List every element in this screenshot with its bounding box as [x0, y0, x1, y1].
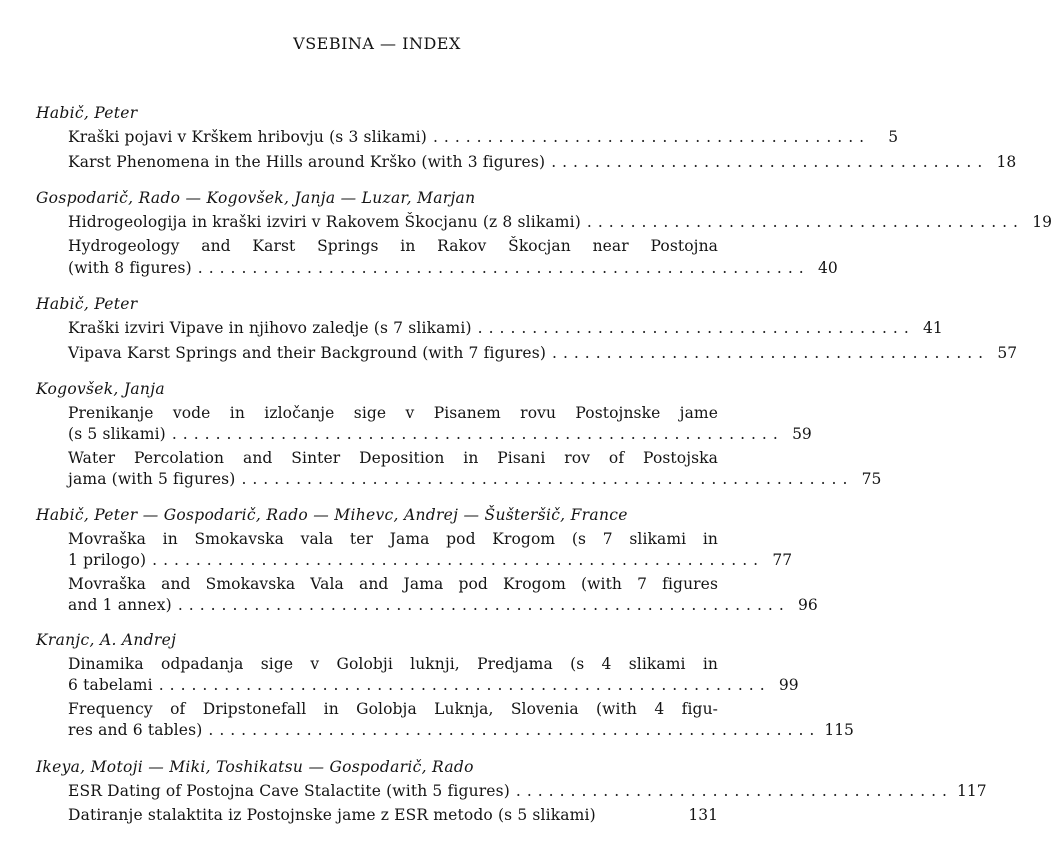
page-title: VSEBINA — INDEX: [293, 34, 461, 53]
toc-entry: [68, 344, 1018, 362]
author-line: Habič, Peter — Gospodarič, Rado — Mihevc, Andrej — Šušteršič, France: [36, 506, 628, 524]
entry-title: 6 tabelami: [68, 676, 153, 694]
page-number: 19: [1032, 213, 1052, 231]
entry-title: Karst Phenomena in the Hills around Krško (with 3 figures): [68, 153, 546, 171]
page-number: 59: [792, 425, 812, 443]
toc-entry: [68, 319, 943, 337]
entry-title: (s 5 slikami): [68, 425, 166, 443]
leader-dots: ........................................................: [171, 425, 784, 443]
entry-title: Vipava Karst Springs and their Background (with 7 figures): [68, 344, 547, 362]
leader-dots: ........................................: [552, 344, 990, 362]
toc-entry: [68, 596, 818, 614]
toc-entry: [68, 153, 1017, 171]
entry-title-line: Movraška in Smokavska vala ter Jama pod Krogom (s 7 slikami in: [68, 530, 718, 548]
leader-dots: ........................................................: [158, 676, 771, 694]
entry-title: ESR Dating of Postojna Cave Stalactite (with 5 figures): [68, 782, 510, 800]
toc-entry: [68, 676, 799, 694]
page-number: 57: [997, 344, 1018, 362]
entry-title-line: Frequency of Dripstonefall in Golobja Luknja, Slovenia (with 4 figu-: [68, 700, 718, 718]
leader-dots: ........................................................: [208, 721, 821, 739]
author-line: Kranjc, A. Andrej: [36, 631, 177, 649]
entry-title: and 1 annex): [68, 596, 172, 614]
page-number: 5: [888, 128, 899, 146]
leader-dots: ........................................................: [152, 551, 765, 569]
entry-title: Datiranje stalaktita iz Postojnske jame z ESR metodo (s 5 slikami): [68, 806, 596, 824]
entry-title: Hidrogeologija in kraški izviri v Rakovem Škocjanu (z 8 slikami): [68, 213, 581, 231]
page-number: 96: [798, 596, 818, 614]
leader-dots: ........................................: [432, 128, 871, 146]
author-line: Kogovšek, Janja: [36, 380, 165, 398]
leader-dots: ........................................: [551, 153, 989, 171]
leader-dots: ........................................................: [197, 259, 810, 277]
toc-entry: [68, 551, 793, 569]
page-number: 117: [956, 782, 987, 800]
toc-entry: [68, 128, 899, 146]
page-number: 41: [923, 319, 943, 337]
entry-title: (with 8 figures): [68, 259, 192, 277]
author-line: Ikeya, Motoji — Miki, Toshikatsu — Gospodarič, Rado: [36, 758, 474, 776]
leader-dots: ........................................................: [177, 596, 790, 614]
leader-dots: ........................................: [586, 213, 1024, 231]
page-number: 131: [688, 806, 718, 824]
toc-entry: [68, 425, 812, 443]
leader-dots: ........................................: [515, 782, 953, 800]
page-number: 40: [817, 259, 838, 277]
entry-title-line: Movraška and Smokavska Vala and Jama pod Krogom (with 7 figures: [68, 575, 718, 593]
toc-entry: [68, 470, 882, 488]
page-number: 99: [778, 676, 799, 694]
author-line: Habič, Peter: [36, 104, 138, 122]
toc-entry: [68, 782, 987, 800]
page-number: 75: [861, 470, 882, 488]
entry-title-line: Hydrogeology and Karst Springs in Rakov Škocjan near Postojna: [68, 237, 718, 255]
page-number: 115: [824, 721, 854, 739]
toc-entry: [68, 806, 718, 824]
author-line: Gospodarič, Rado — Kogovšek, Janja — Luzar, Marjan: [36, 189, 476, 207]
toc-entry: [68, 721, 854, 739]
entry-title: res and 6 tables): [68, 721, 203, 739]
toc-entry: [68, 259, 838, 277]
entry-title: 1 prilogo): [68, 551, 147, 569]
author-line: Habič, Peter: [36, 295, 138, 313]
entry-title-line: Dinamika odpadanja sige v Golobji luknji, Predjama (s 4 slikami in: [68, 655, 718, 673]
page-number: 77: [772, 551, 793, 569]
entry-title: jama (with 5 figures): [68, 470, 236, 488]
entry-title-line: Water Percolation and Sinter Deposition in Pisani rov of Postojska: [68, 449, 718, 467]
leader-dots: ........................................: [477, 319, 915, 337]
entry-title: Kraški pojavi v Krškem hribovju (s 3 slikami): [68, 128, 427, 146]
entry-title: Kraški izviri Vipave in njihovo zaledje (s 7 slikami): [68, 319, 472, 337]
toc-entry: [68, 213, 1052, 231]
entry-title-line: Prenikanje vode in izločanje sige v Pisanem rovu Postojnske jame: [68, 404, 718, 422]
leader-dots: ........................................................: [241, 470, 854, 488]
page-number: 18: [996, 153, 1017, 171]
